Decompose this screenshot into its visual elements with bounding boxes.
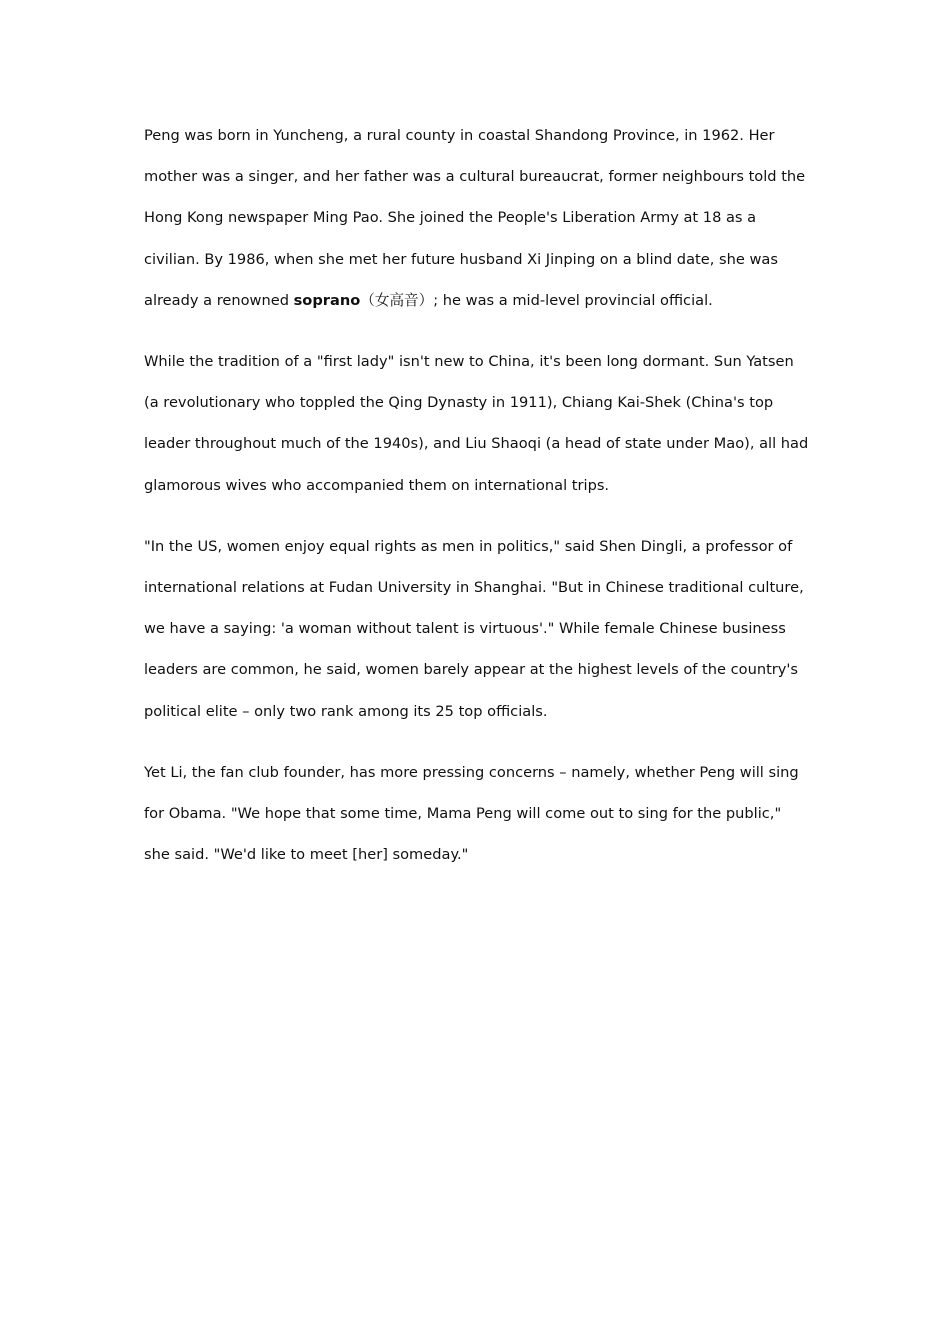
article-body [144, 115, 809, 895]
paragraph-fan-club: Yet Li, the fan club founder, has more pressing concerns – namely, whether Peng will sing for Obama. "We hope that some time, Mama Peng will come out to sing for the public," she said. "We'd like to meet [her] someday." [144, 763, 799, 864]
paragraph-shen-dingli-quote: "In the US, women enjoy equal rights as men in politics," said Shen Dingli, a professor of international relations at Fudan University in Shanghai. "But in Chinese traditional culture, we have a saying: 'a woman without talent is virtuous'." While female Chinese business leaders are common, he said, women barely appear at the highest levels of the country's political elite – only two rank among its 25 top officials. [144, 537, 804, 720]
paragraph-text: （女高音）; he was a mid-level provincial official. [360, 291, 713, 309]
bold-term-soprano: soprano [293, 291, 361, 309]
paragraph-text: Peng was born in Yuncheng, a rural county in coastal Shandong Province, in 1962. Her mother was a singer, and her father was a cultural bureaucrat, former neighbours told the Hong Kong newspaper Ming Pao. She joined the People's Liberation Army at 18 as a civilian. By 1986, when she met her future husband Xi Jinping on a blind date, she was already a renowned [144, 127, 806, 309]
paragraph-first-lady-tradition: While the tradition of a "first lady" isn't new to China, it's been long dormant. Sun Yatsen (a revolutionary who toppled the Qing Dynasty in 1911), Chiang Kai-Shek (China's top leader throughout much of the 1940s), and Liu Shaoqi (a head of state under Mao), all had glamorous wives who accompanied them on international trips. [144, 353, 809, 494]
paragraph-peng-biography [144, 115, 809, 321]
